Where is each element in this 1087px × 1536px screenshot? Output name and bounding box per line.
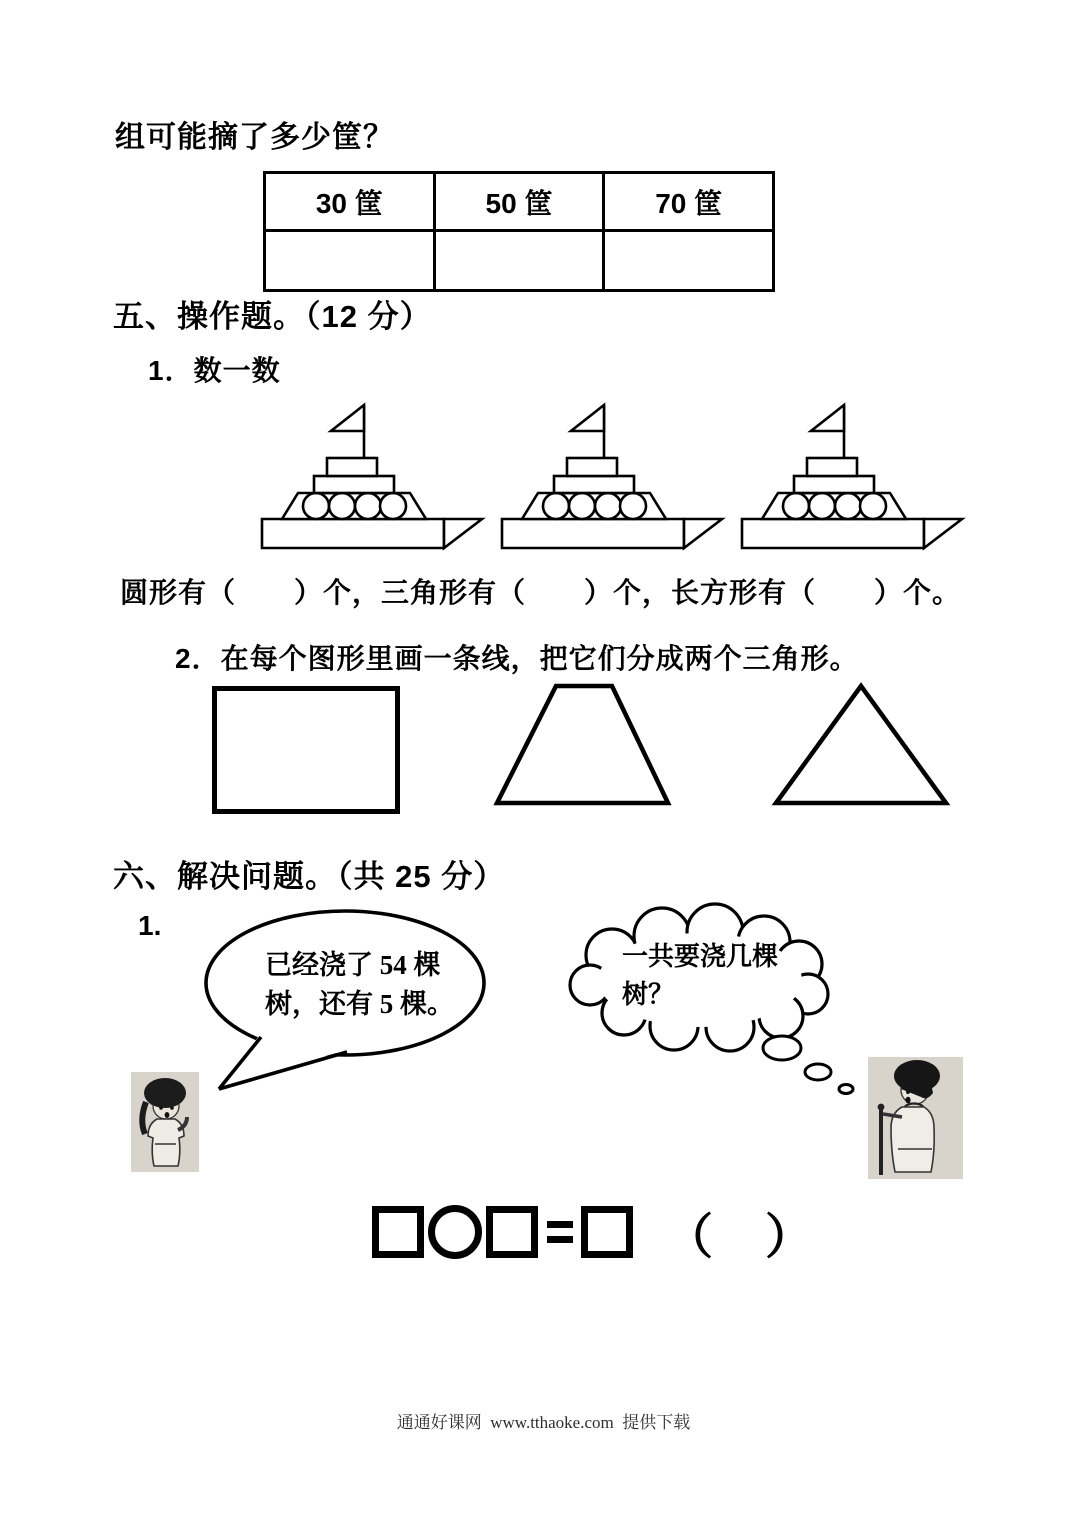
table-answer-cell (265, 231, 435, 291)
equation-square-1 (372, 1206, 424, 1258)
basket-answer-table (263, 171, 775, 292)
boat-figure (500, 397, 728, 552)
table-header-cell: 30 筐 (265, 173, 435, 231)
equation-square-2 (486, 1206, 538, 1258)
triangle-shape (770, 682, 952, 808)
boat-figure (260, 397, 488, 552)
question1-label: 1．数一数 (148, 355, 281, 386)
boats-row (260, 397, 968, 552)
trapezoid-shape (490, 682, 675, 808)
equation-operator-circle (428, 1205, 482, 1259)
equation-row (372, 1204, 816, 1264)
table-answer-cell (434, 231, 604, 291)
count-answer-line: 圆形有（ ）个，三角形有（ ）个，长方形有（ ）个。 (120, 577, 962, 608)
rectangle-shape (212, 686, 400, 814)
girl-illustration (131, 1072, 199, 1172)
boy-illustration (868, 1057, 963, 1179)
table-header-row (265, 173, 774, 231)
question2-label: 2．在每个图形里画一条线，把它们分成两个三角形。 (175, 643, 859, 674)
section-six-heading: 六、解决问题。（共 25 分） (113, 859, 506, 894)
thought-bubble-text: 一共要浇几棵树？ (622, 942, 779, 1009)
equation-square-3 (581, 1206, 633, 1258)
section-five-heading: 五、操作题。（12 分） (113, 299, 432, 334)
boat-figure (740, 397, 968, 552)
table-answer-cell (604, 231, 774, 291)
problem1-label: 1. (138, 910, 162, 941)
speech-bubble-text: 已经浇了 54 棵树，还有 5 棵。 (265, 950, 454, 1020)
footer-watermark: 通通好课网 www.tthaoke.com 提供下载 (396, 1413, 691, 1432)
equals-sign (547, 1206, 573, 1258)
intro-question: 组可能摘了多少筐？ (115, 121, 394, 154)
table-header-cell: 70 筐 (604, 173, 774, 231)
equation-unit-parens: （ ） (665, 1210, 816, 1264)
table-header-cell: 50 筐 (434, 173, 604, 231)
table-answer-row (265, 231, 774, 291)
